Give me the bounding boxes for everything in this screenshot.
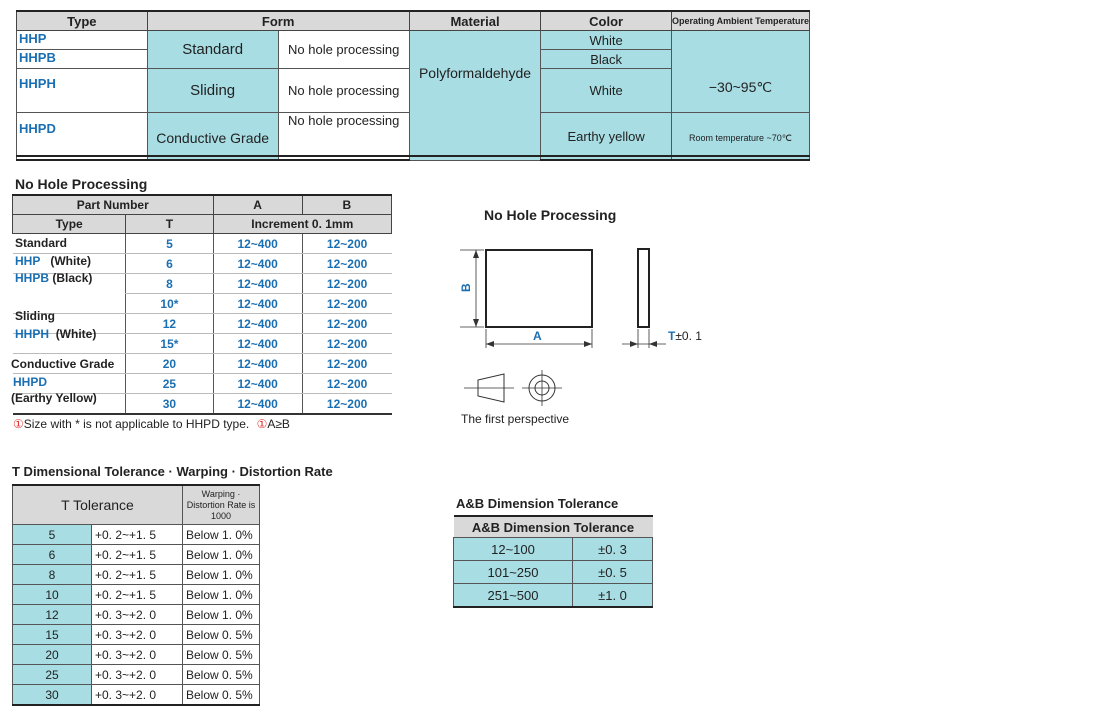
header-part-number: Part Number (13, 195, 214, 215)
table-row: 20 12~400 12~200 (13, 354, 392, 374)
header-t-tolerance: T Tolerance (13, 485, 183, 525)
label-hhp-white: HHP (White) (15, 254, 92, 268)
form-standard: Standard (147, 31, 278, 69)
header-ab-tolerance: A&B Dimension Tolerance (454, 516, 653, 538)
label-hhpb-black: HHPB (Black) (15, 271, 93, 285)
label-sliding: Sliding (15, 309, 55, 323)
type-spec-table (16, 10, 810, 161)
table-row: 10 +0. 2~+1. 5 Below 1. 0% (13, 585, 260, 605)
plate-front-view (486, 250, 592, 327)
table-row: 30 +0. 3~+2. 0 Below 0. 5% (13, 685, 260, 706)
color-white-hhph: White (541, 69, 672, 113)
table-row: 12 +0. 3~+2. 0 Below 1. 0% (13, 605, 260, 625)
header-type: Type (13, 215, 126, 234)
header-color: Color (541, 11, 672, 31)
no-hole-note: ①Size with * is not applicable to HHPD type. ①A≥B (13, 417, 290, 431)
form-conductive: Conductive Grade (147, 113, 278, 161)
dimension-b-label: B (459, 283, 473, 292)
table-row: 12~100 ±0. 3 (454, 538, 653, 561)
header-temperature: Operating Ambient Temperature (671, 11, 809, 31)
diagram-title: No Hole Processing (484, 207, 617, 223)
header-increment: Increment 0. 1mm (213, 215, 391, 234)
table-row: 25 +0. 3~+2. 0 Below 0. 5% (13, 665, 260, 685)
temperature-conductive: Room temperature ~70℃ (671, 113, 809, 161)
table-row: 251~500 ±1. 0 (454, 584, 653, 608)
type-hhph: HHPH (17, 69, 148, 113)
color-white-hhp: White (541, 31, 672, 50)
plate-diagram (456, 240, 726, 440)
table-row: 15 +0. 3~+2. 0 Below 0. 5% (13, 625, 260, 645)
no-hole-title: No Hole Processing (15, 176, 148, 192)
ab-tolerance-table (453, 515, 653, 608)
header-b: B (302, 195, 391, 215)
label-conductive: Conductive Grade (11, 357, 115, 371)
material-cell: Polyformaldehyde (409, 31, 541, 161)
processing-sliding: No hole processing (278, 69, 409, 113)
header-a: A (213, 195, 302, 215)
label-hhpd: HHPD (13, 375, 48, 389)
plate-side-view (638, 249, 649, 327)
label-earthy-yellow: (Earthy Yellow) (11, 391, 97, 405)
table-row: 10* 12~400 12~200 (13, 294, 392, 314)
table-row: 8 12~400 12~200 (13, 274, 392, 294)
table-row: 6 12~400 12~200 (13, 254, 392, 274)
main-table-bottom-rule (16, 155, 810, 157)
label-standard: Standard (15, 236, 68, 250)
first-angle-projection-icon (464, 370, 562, 406)
table-row: 15* 12~400 12~200 (13, 334, 392, 354)
t-tolerance-table (12, 484, 260, 706)
header-material: Material (409, 11, 541, 31)
form-sliding: Sliding (147, 69, 278, 113)
t-tolerance-title: T Dimensional Tolerance · Warping · Distortion Rate (12, 464, 333, 479)
type-hhp: HHP (17, 31, 148, 50)
header-form: Form (147, 11, 409, 31)
no-hole-table (12, 194, 392, 415)
table-row: 5 +0. 2~+1. 5 Below 1. 0% (13, 525, 260, 545)
processing-standard: No hole processing (278, 31, 409, 69)
type-hhpd: HHPD (17, 113, 148, 161)
table-row: 12 12~400 12~200 (13, 314, 392, 334)
temperature-range: −30~95℃ (671, 31, 809, 113)
dimension-t-label: T±0. 1 (668, 329, 702, 343)
table-row: 101~250 ±0. 5 (454, 561, 653, 584)
header-warping: Warping · Distortion Rate is 1000 (183, 485, 260, 525)
color-black: Black (541, 50, 672, 69)
header-type: Type (17, 11, 148, 31)
label-hhph-white: HHPH (White) (15, 327, 97, 341)
projection-caption: The first perspective (461, 412, 570, 426)
ab-tolerance-title: A&B Dimension Tolerance (456, 496, 619, 511)
table-row: 25 12~400 12~200 (13, 374, 392, 394)
table-row: 8 +0. 2~+1. 5 Below 1. 0% (13, 565, 260, 585)
header-t: T (126, 215, 213, 234)
processing-conductive: No hole processing (278, 113, 409, 161)
table-row: 20 +0. 3~+2. 0 Below 0. 5% (13, 645, 260, 665)
table-row: 5 12~400 12~200 (13, 234, 392, 254)
dimension-a-label: A (533, 329, 542, 343)
table-row: 30 12~400 12~200 (13, 394, 392, 415)
color-earthy-yellow: Earthy yellow (541, 113, 672, 161)
type-hhpb: HHPB (17, 50, 148, 69)
table-row: 6 +0. 2~+1. 5 Below 1. 0% (13, 545, 260, 565)
